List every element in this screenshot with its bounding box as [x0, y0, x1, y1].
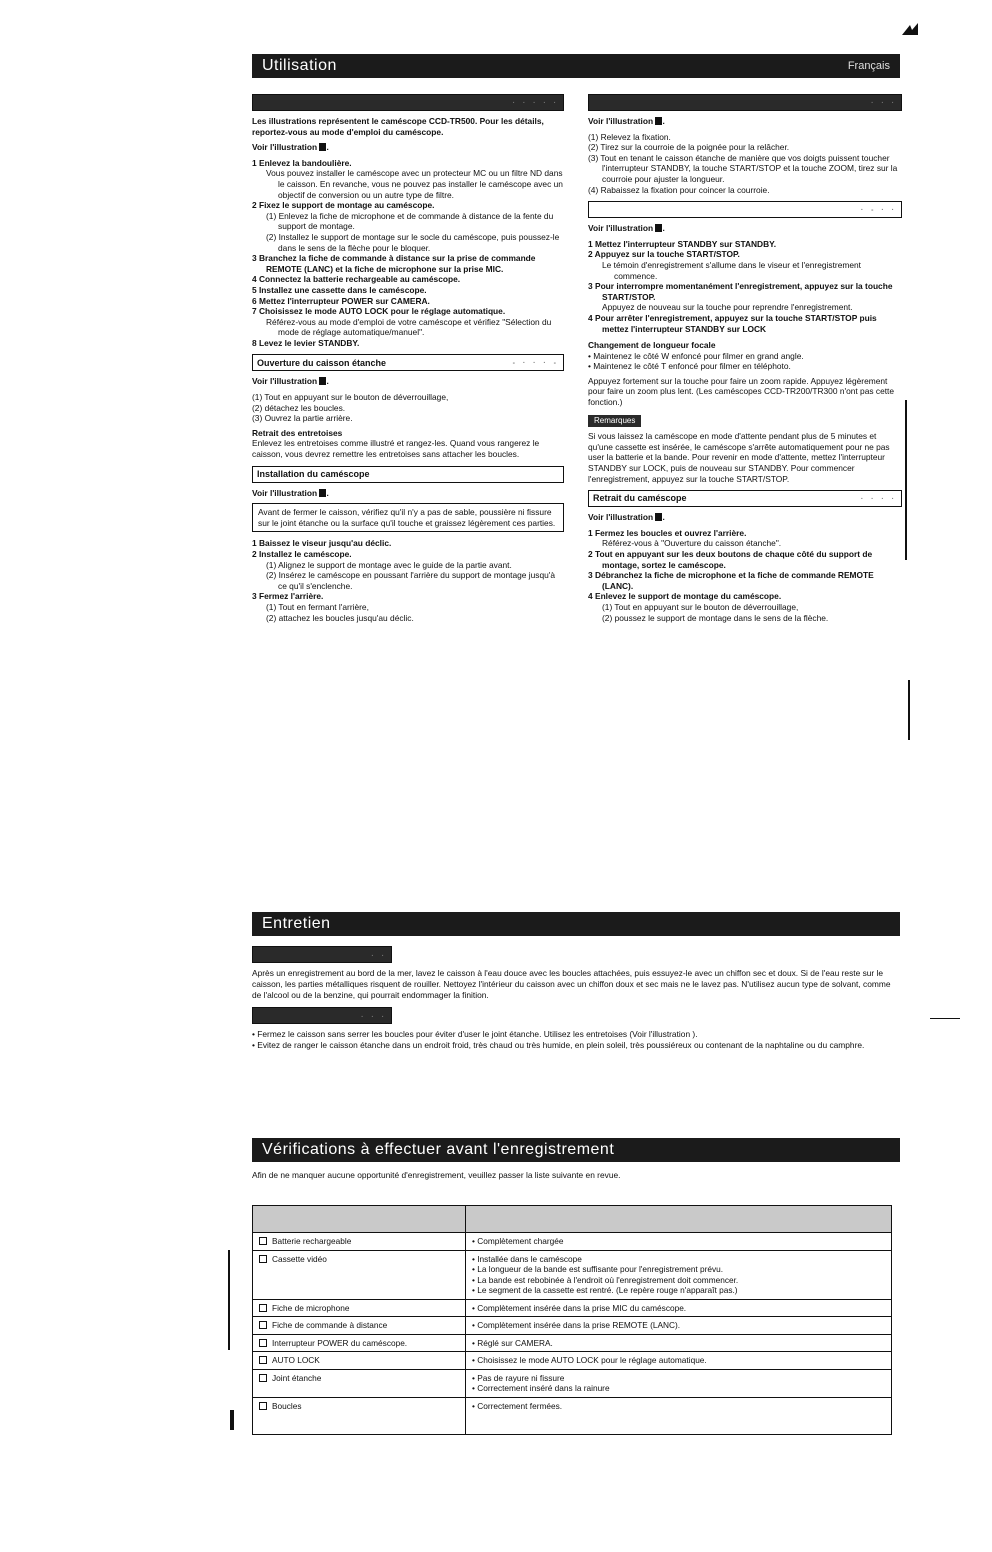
check-text: • Pas de rayure ni fissure	[472, 1372, 565, 1383]
subheading: Changement de longueur focale	[588, 340, 716, 351]
list-item: (4) Rabaissez la fixation pour coincer la courroie.	[588, 184, 770, 195]
table-cell	[466, 1334, 892, 1352]
list-item: (2) Tirez sur la courroie de la poignée pour la relâcher.	[588, 142, 790, 153]
subheading: Retrait des entretoises	[252, 427, 343, 438]
see-illustration: Voir l'illustration	[588, 512, 654, 523]
table-row	[253, 1233, 892, 1251]
list-item: 2 Tout en appuyant sur les deux boutons de chaque côté du support de montage, sortez le caméscope.	[588, 549, 873, 570]
list-item: (3) Ouvrez la partie arrière.	[252, 413, 353, 424]
illustration-ref-icon	[655, 117, 662, 125]
paragraph: Enlevez les entretoises comme illustré et rangez-les. Quand vous rangerez le caisson, vous devrez remettre les entretoises sans attacher les boucles.	[252, 438, 540, 460]
table-header-cell	[466, 1206, 892, 1233]
table-header-row	[253, 1206, 892, 1233]
table-cell	[466, 1233, 892, 1251]
steps-list	[252, 538, 564, 623]
checkbox[interactable]	[259, 1255, 267, 1263]
scan-mark	[930, 1018, 960, 1019]
checkbox[interactable]	[259, 1339, 267, 1347]
entretien-header	[252, 912, 900, 936]
list-item: Référez-vous au mode d'emploi de votre caméscope et vérifiez "Sélection du mode de réglage automatique/manuel".	[266, 316, 552, 338]
heading-text: Ouverture du caisson étanche	[257, 357, 387, 368]
checkbox[interactable]	[259, 1402, 267, 1410]
checkbox[interactable]	[259, 1237, 267, 1245]
table-cell	[466, 1299, 892, 1317]
table-cell	[253, 1334, 466, 1352]
item-label: Boucles	[272, 1400, 302, 1411]
list-item: 6 Mettez l'interrupteur POWER sur CAMERA.	[252, 295, 430, 306]
illustration-ref-icon	[655, 513, 662, 521]
list-item: Vous pouvez installer le caméscope avec un protecteur MC ou un filtre ND dans le caisson. En revanche, vous ne pouvez pas installer le caméscope avec un objectif de conversion ou un autre type de filtre.	[266, 168, 563, 200]
list-item: 1 Fermez les boucles et ouvrez l'arrière.	[588, 527, 747, 538]
table-row	[253, 1299, 892, 1317]
check-text: • Complètement chargée	[472, 1236, 564, 1246]
item-label: Batterie rechargeable	[272, 1236, 352, 1246]
list-item: • Fermez le caisson sans serrer les boucles pour éviter d'user le joint étanche. Utilisez les entretoises (Voir l'illustration ).	[252, 1029, 698, 1039]
see-illustration: Voir l'illustration	[252, 487, 318, 498]
item-label: Fiche de microphone	[272, 1302, 350, 1313]
checklist-table	[252, 1205, 892, 1435]
list-item: (2) attachez les boucles jusqu'au déclic.	[266, 612, 414, 623]
check-text: • Le segment de la cassette est rentré. (Le repère rouge n'apparaît pas.)	[472, 1285, 738, 1295]
verif-title: Vérifications à effectuer avant l'enregistrement	[262, 1141, 615, 1158]
see-illustration: Voir l'illustration	[252, 142, 318, 153]
section-heading-preparation: · · · · ·	[252, 94, 564, 111]
list-item: 3 Fermez l'arrière.	[252, 591, 324, 602]
utilisation-title: Utilisation	[262, 57, 337, 74]
list-item: 8 Levez le levier STANDBY.	[252, 337, 360, 348]
list-item: • Maintenez le côté T enfoncé pour filmer en téléphoto.	[588, 361, 791, 372]
check-text: • La bande est rebobinée à l'endroit où l'enregistrement doit commencer.	[472, 1274, 739, 1285]
check-text: • Complètement insérée dans la prise MIC du caméscope.	[472, 1302, 687, 1313]
table-cell	[253, 1317, 466, 1335]
list-item: • Evitez de ranger le caisson étanche dans un endroit froid, très chaud ou très humide, en plein soleil, très poussiéreux ou contenant de la naphtaline ou du camphre.	[252, 1040, 865, 1050]
list-item: 1 Enlevez la bandoulière.	[252, 157, 352, 168]
table-cell	[466, 1352, 892, 1370]
table-cell	[253, 1352, 466, 1370]
item-label: Joint étanche	[272, 1372, 322, 1383]
language-label: Français	[847, 60, 890, 72]
table-cell	[253, 1233, 466, 1251]
list-item: Le témoin d'enregistrement s'allume dans le viseur et l'enregistrement commence.	[602, 259, 861, 281]
steps-list	[588, 528, 902, 623]
scan-mark	[908, 680, 910, 740]
list-item: (1) Tout en fermant l'arrière,	[266, 601, 369, 612]
illustration-ref-icon	[655, 224, 662, 232]
steps-list	[588, 132, 902, 196]
check-text: • Choisissez le mode AUTO LOCK pour le réglage automatique.	[472, 1355, 707, 1365]
section-heading-installation	[252, 466, 564, 483]
section-heading-rangement: · · ·	[252, 1007, 392, 1024]
list-item: Référez-vous à "Ouverture du caisson étanche".	[602, 538, 782, 549]
list-item: 1 Mettez l'interrupteur STANDBY sur STANDBY.	[588, 238, 777, 249]
checkbox[interactable]	[259, 1321, 267, 1329]
checkbox[interactable]	[259, 1356, 267, 1364]
table-row	[253, 1397, 892, 1434]
paragraph: Si vous laissez la caméscope en mode d'attente pendant plus de 5 minutes et qu'une cassette est insérée, le caméscope s'arrête automatiquement pour ne pas user la batterie et la bande. Pour revenir en mode d'attente, mettez l'interrupteur STANDBY sur LOCK, puis de nouveau sur STANDBY. Pour commencer l'enregistrement, appuyez sur la touche START/STOP.	[588, 431, 890, 484]
see-illustration: Voir l'illustration	[588, 116, 654, 126]
list-item: 2 Appuyez sur la touche START/STOP.	[588, 249, 740, 260]
list-item: 7 Choisissez le mode AUTO LOCK pour le réglage automatique.	[252, 306, 506, 317]
list-item: 3 Pour interrompre momentanément l'enregistrement, appuyez sur la touche START/STOP.	[588, 281, 893, 302]
bullet-list	[588, 351, 902, 372]
list-item: (2) Insérez le caméscope en poussant l'arrière du support de montage jusqu'à ce qu'il s'enclenche.	[266, 570, 556, 591]
remarques-tag: Remarques	[588, 415, 641, 428]
list-item: 2 Fixez le support de montage au caméscope.	[252, 200, 435, 211]
list-item: (1) Relevez la fixation.	[588, 131, 671, 142]
item-label: Interrupteur POWER du caméscope.	[272, 1337, 408, 1348]
table-row	[253, 1352, 892, 1370]
see-illustration: Voir l'illustration	[588, 223, 654, 234]
verif-intro: Afin de ne manquer aucune opportunité d'enregistrement, veuillez passer la liste suivante en revue.	[252, 1170, 621, 1180]
checkbox[interactable]	[259, 1374, 267, 1382]
item-label: Cassette vidéo	[272, 1253, 327, 1264]
section-heading-nettoyage: · ·	[252, 946, 392, 963]
list-item: 3 Débranchez la fiche de microphone et la fiche de commande REMOTE (LANC).	[588, 570, 874, 591]
steps-list	[588, 239, 902, 334]
heading-text: Retrait du caméscope	[593, 493, 687, 504]
section-heading-retrait: Retrait du caméscope · · · ·	[588, 490, 902, 507]
verif-header	[252, 1138, 900, 1162]
entretien-title: Entretien	[262, 915, 331, 932]
check-text: • La longueur de la bande est suffisante pour l'enregistrement prévu.	[472, 1264, 724, 1274]
list-item: (1) Alignez le support de montage avec le guide de la partie avant.	[266, 559, 512, 570]
list-item: (1) Enlevez la fiche de microphone et de commande à distance de la fente du support de montage.	[266, 210, 554, 232]
illustration-ref-icon	[319, 377, 326, 385]
list-item: (2) détachez les boucles.	[252, 402, 346, 413]
intro-text: Les illustrations représentent le caméscope CCD-TR500. Pour les détails, reportez-vous au mode d'emploi du caméscope.	[252, 116, 544, 137]
heading-text: Installation du caméscope	[257, 468, 370, 479]
table-cell	[466, 1250, 892, 1299]
table-cell	[466, 1369, 892, 1397]
list-item: 1 Baissez le viseur jusqu'au déclic.	[252, 538, 392, 549]
scan-mark	[230, 1410, 234, 1430]
check-text: • Installée dans le caméscope	[472, 1253, 582, 1264]
list-item: (3) Tout en tenant le caisson étanche de manière que vos doigts puissent toucher l'interrupteur STANDBY, la touche START/STOP et la touche ZOOM, tirez sur la courroie pour ajuster la longueur.	[588, 152, 898, 184]
list-item: Appuyez de nouveau sur la touche pour reprendre l'enregistrement.	[602, 302, 853, 313]
scan-mark	[905, 400, 907, 560]
list-item: 3 Branchez la fiche de commande à distance sur la prise de commande REMOTE (LANC) et la fiche de microphone sur la prise MIC.	[252, 253, 536, 274]
list-item: (1) Tout en appuyant sur le bouton de déverrouillage,	[252, 392, 449, 403]
steps-list	[252, 392, 564, 424]
illustration-ref-icon	[319, 143, 326, 151]
list-item: 4 Pour arrêter l'enregistrement, appuyez sur la touche START/STOP puis mettez l'interrupteur STANDBY sur LOCK	[588, 312, 877, 334]
list-item: (1) Tout en appuyant sur le bouton de déverrouillage,	[602, 601, 799, 612]
scan-mark	[228, 1250, 230, 1350]
right-column: · · · Voir l'illustration . (1) Relevez la fixation. (2) Tirez sur la courroie de la poignée pour la relâcher. (3) Tout en tenant le caisson étanche de manière que vos doigts puissent toucher l'interrupteur STANDBY, la touche START/STOP et la touche ZOOM, tirez sur la courroie pour ajuster la longueur. (4) Rabaissez la fixation pour coincer la courroie. · - · · Voir l'illustration . 1 Mettez l'interrupteur STANDBY sur STANDBY. 2 Appuyez sur la touche START/STOP. Le témoin d'enregistrement s'allume dans le viseur et l'enregistrement commence. 3 Pour interrompre momentanément l'enregistrement, appuyez sur la touche START/STOP. Appuyez de nouveau sur la touche pour reprendre l'enregistrement. 4 Pour arrêter l'enregistrement, appuyez sur la touche START/STOP puis mettez l'interrupteur STANDBY sur LOCK Changement de longueur focale • Maintenez le côté W enfoncé pour filmer en grand angle. • Maintenez le côté T enfoncé pour filmer en téléphoto. Appuyez fortement sur la touche pour faire un zoom rapide. Appuyez légèrement pour faire un zoom plus lent. (Les caméscopes CCD-TR200/TR300 n'ont pas cette fonction.) Remarques Si vous laissez la caméscope en mode d'attente pendant plus de 5 minutes et qu'une cassette est insérée, le caméscope s'arrête automatiquement pour ne pas user la batterie et la bande. Pour revenir en mode d'attente, mettez l'interrupteur STANDBY sur LOCK, puis de nouveau sur STANDBY. Pour commencer l'enregistrement, appuyez sur la touche START/STOP. Retrait du caméscope · · · · Voir l'illustration . 1 Fermez les boucles et ouvrez l'arrière. Référez-vous à "Ouverture du caisson étanche". 2 Tout en appuyant sur les deux boutons de chaque côté du support de montage, sortez le caméscope. 3 Débranchez la fiche de microphone et la fiche de commande REMOTE (LANC). 4 Enlevez le support de montage du caméscope. (1) Tout en appuyant sur le bouton de déverrouillage, (2) poussez le support de montage dans le sens de la flèche.	[588, 88, 902, 627]
list-item: • Maintenez le côté W enfoncé pour filmer en grand angle.	[588, 350, 804, 361]
section-heading-ouverture: Ouverture du caisson étanche - · · · -	[252, 354, 564, 371]
check-text: • Correctement fermées.	[472, 1400, 563, 1411]
bullet-list	[252, 1029, 900, 1051]
table-row	[253, 1334, 892, 1352]
table-cell	[253, 1369, 466, 1397]
section-heading-poignee: · · ·	[588, 94, 902, 111]
table-cell	[253, 1250, 466, 1299]
paragraph: Après un enregistrement au bord de la mer, lavez le caisson à l'eau douce avec les boucles attachées, puis essuyez-le avec un chiffon sec et doux. Si de l'eau reste sur le caisson, les parties métalliques risquent de rouiller. Nettoyez l'intérieur du caisson avec un chiffon doux et sec mais ne le lavez pas. N'utilisez aucun type de solvant, comme de l'alcool ou de la benzine, qui pourrait endommager la finition.	[252, 968, 891, 1000]
item-label: Fiche de commande à distance	[272, 1320, 388, 1330]
table-row	[253, 1317, 892, 1335]
section-heading-enregistrement: · - · ·	[588, 201, 902, 218]
utilisation-header	[252, 54, 900, 78]
table-cell	[253, 1299, 466, 1317]
steps-list	[252, 158, 564, 349]
warning-box: Avant de fermer le caisson, vérifiez qu'il n'y a pas de sable, poussière ni fissure sur le joint étanche ou la surface qu'il touche et graissez légèrement ces parties.	[252, 503, 564, 532]
paragraph: Appuyez fortement sur la touche pour faire un zoom rapide. Appuyez légèrement pour faire un zoom plus lent. (Les caméscopes CCD-TR200/TR300 n'ont pas cette fonction.)	[588, 375, 895, 408]
table-cell	[466, 1317, 892, 1335]
check-text: • Correctement inséré dans la rainure	[472, 1383, 610, 1393]
list-item: 4 Connectez la batterie rechargeable au caméscope.	[252, 274, 461, 285]
list-item: (2) Installez le support de montage sur le socle du caméscope, puis poussez-le dans le sens de la flèche pour le bloquer.	[266, 231, 560, 253]
list-item: 4 Enlevez le support de montage du caméscope.	[588, 591, 782, 602]
illustration-ref-icon	[319, 489, 326, 497]
list-item: 2 Installez le caméscope.	[252, 549, 352, 559]
table-cell	[253, 1397, 466, 1434]
check-text: • Réglé sur CAMERA.	[472, 1337, 553, 1348]
table-row	[253, 1369, 892, 1397]
left-column: · · · · · Les illustrations représentent le caméscope CCD-TR500. Pour les détails, reportez-vous au mode d'emploi du caméscope. Voir l'illustration . 1 Enlevez la bandoulière. Vous pouvez installer le caméscope avec un protecteur MC ou un filtre ND dans le caisson. En revanche, vous ne pouvez pas installer le caméscope avec un objectif de conversion ou un autre type de filtre. 2 Fixez le support de montage au caméscope. (1) Enlevez la fiche de microphone et de commande à distance de la fente du support de montage. (2) Installez le support de montage sur le socle du caméscope, puis poussez-le dans le sens de la flèche pour le bloquer. 3 Branchez la fiche de commande à distance sur la prise de commande REMOTE (LANC) et la fiche de microphone sur la prise MIC. 4 Connectez la batterie rechargeable au caméscope. 5 Installez une cassette dans le caméscope. 6 Mettez l'interrupteur POWER sur CAMERA. 7 Choisissez le mode AUTO LOCK pour le réglage automatique. Référez-vous au mode d'emploi de votre caméscope et vérifiez "Sélection du mode de réglage automatique/manuel". 8 Levez le levier STANDBY. Ouverture du caisson étanche - · · · - Voir l'illustration . (1) Tout en appuyant sur le bouton de déverrouillage, (2) détachez les boucles. (3) Ouvrez la partie arrière. Retrait des entretoises Enlevez les entretoises comme illustré et rangez-les. Quand vous rangerez le caisson, vous devrez remettre les entretoises sans attacher les boucles. Installation du caméscope Voir l'illustration . Avant de fermer le caisson, vérifiez qu'il n'y a pas de sable, poussière ni fissure sur le joint étanche ou la surface qu'il touche et graissez légèrement ces parties. 1 Baissez le viseur jusqu'au déclic. 2 Installez le caméscope. (1) Alignez le support de montage avec le guide de la partie avant. (2) Insérez le caméscope en poussant l'arrière du support de montage jusqu'à ce qu'il s'enclenche. 3 Fermez l'arrière. (1) Tout en fermant l'arrière, (2) attachez les boucles jusqu'au déclic.	[252, 88, 564, 627]
list-item: (2) poussez le support de montage dans le sens de la flèche.	[602, 612, 829, 623]
check-text: • Complètement insérée dans la prise REMOTE (LANC).	[472, 1320, 681, 1330]
table-cell	[466, 1397, 892, 1434]
see-illustration: Voir l'illustration	[252, 376, 318, 387]
corner-mark-icon	[900, 22, 920, 36]
list-item: 5 Installez une cassette dans le caméscope.	[252, 284, 427, 295]
table-header-cell	[253, 1206, 466, 1233]
checkbox[interactable]	[259, 1304, 267, 1312]
entretien-section	[252, 946, 900, 1055]
table-row	[253, 1250, 892, 1299]
item-label: AUTO LOCK	[272, 1355, 320, 1365]
